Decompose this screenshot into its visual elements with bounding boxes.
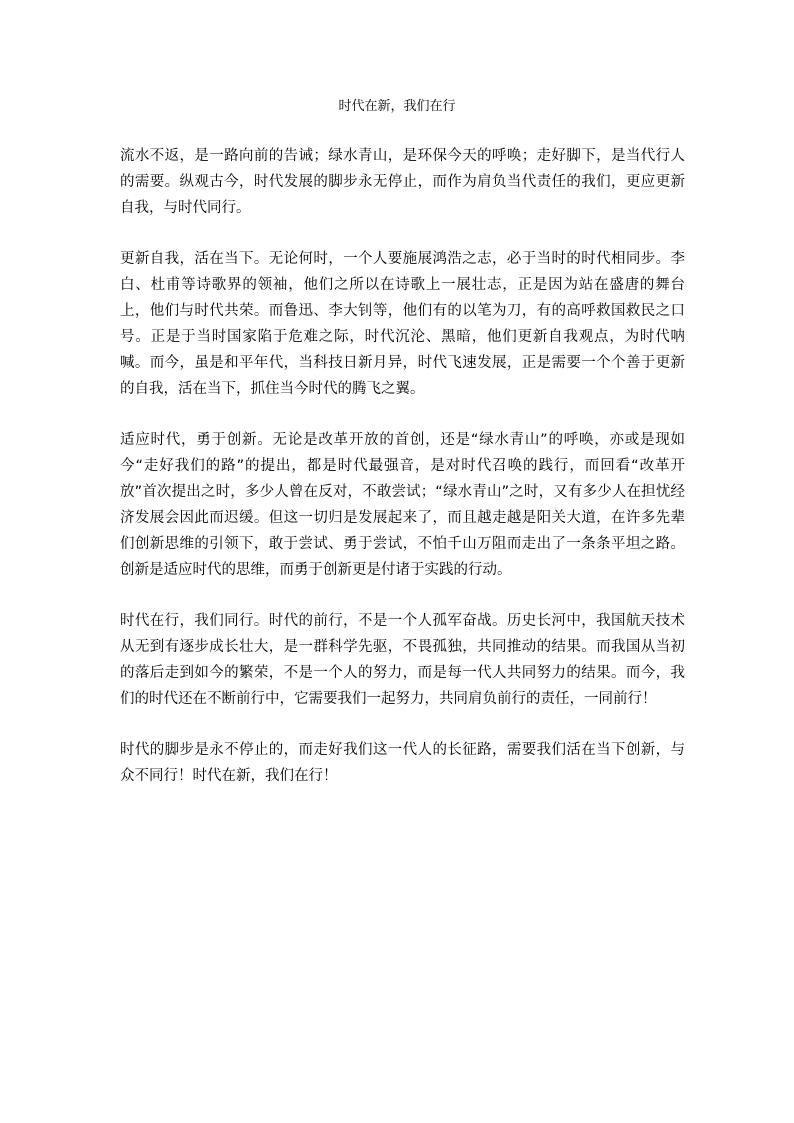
paragraph-2: 更新自我，活在当下。无论何时，一个人要施展鸿浩之志，必于当时的时代相同步。李白、杜甫等诗歌界的领袖，他们之所以在诗歌上一展壮志，正是因为站在盛唐的舞台上，他们与时代共荣。而鲁迅、李大钊等，他们有的以笔为刀，有的高呼救国救民之口号。正是于当时国家陷于危难之际，时代沉沦、黑暗，他们更新自我观点，为时代呐喊。而今，虽是和平年代，当科技日新月异，时代飞速发展，正是需要一个个善于更新的自我，活在当下，抓住当今时代的腾飞之翼。	[120, 251, 685, 397]
paragraph-1: 流水不返，是一路向前的告诫；绿水青山，是环保今天的呼唤；走好脚下，是当代行人的需要。纵观古今，时代发展的脚步永无停止，而作为肩负当代责任的我们，更应更新自我，与时代同行。	[120, 148, 685, 216]
paragraph-4: 时代在行，我们同行。时代的前行，不是一个人孤军奋战。历史长河中，我国航天技术从无到有逐步成长壮大，是一群科学先驱，不畏孤独，共同推动的结果。而我国从当初的落后走到如今的繁荣，不是一个人的努力，而是每一代人共同努力的结果。而今，我们的时代还在不断前行中，它需要我们一起努力，共同肩负前行的责任，一同前行！	[120, 613, 685, 707]
paragraph-3: 适应时代，勇于创新。无论是改革开放的首创，还是“绿水青山”的呼唤，亦或是现如今“走好我们的路”的提出，都是时代最强音，是对时代召唤的践行，而回看“改革开放”首次提出之时，多少人曾在反对，不敢尝试；“绿水青山”之时，又有多少人在担忧经济发展会因此而迟缓。但这一切归是发展起来了，而且越走越是阳关大道，在许多先辈们创新思维的引领下，敢于尝试、勇于尝试，不怕千山万阻而走出了一条条平坦之路。创新是适应时代的思维，而勇于创新更是付诸于实践的行动。	[120, 432, 685, 578]
document-body	[120, 143, 685, 814]
document-title: 时代在新，我们在行	[338, 99, 456, 114]
paragraph-5: 时代的脚步是永不停止的，而走好我们这一代人的长征路，需要我们活在当下创新，与众不同行！时代在新，我们在行！	[120, 742, 685, 784]
